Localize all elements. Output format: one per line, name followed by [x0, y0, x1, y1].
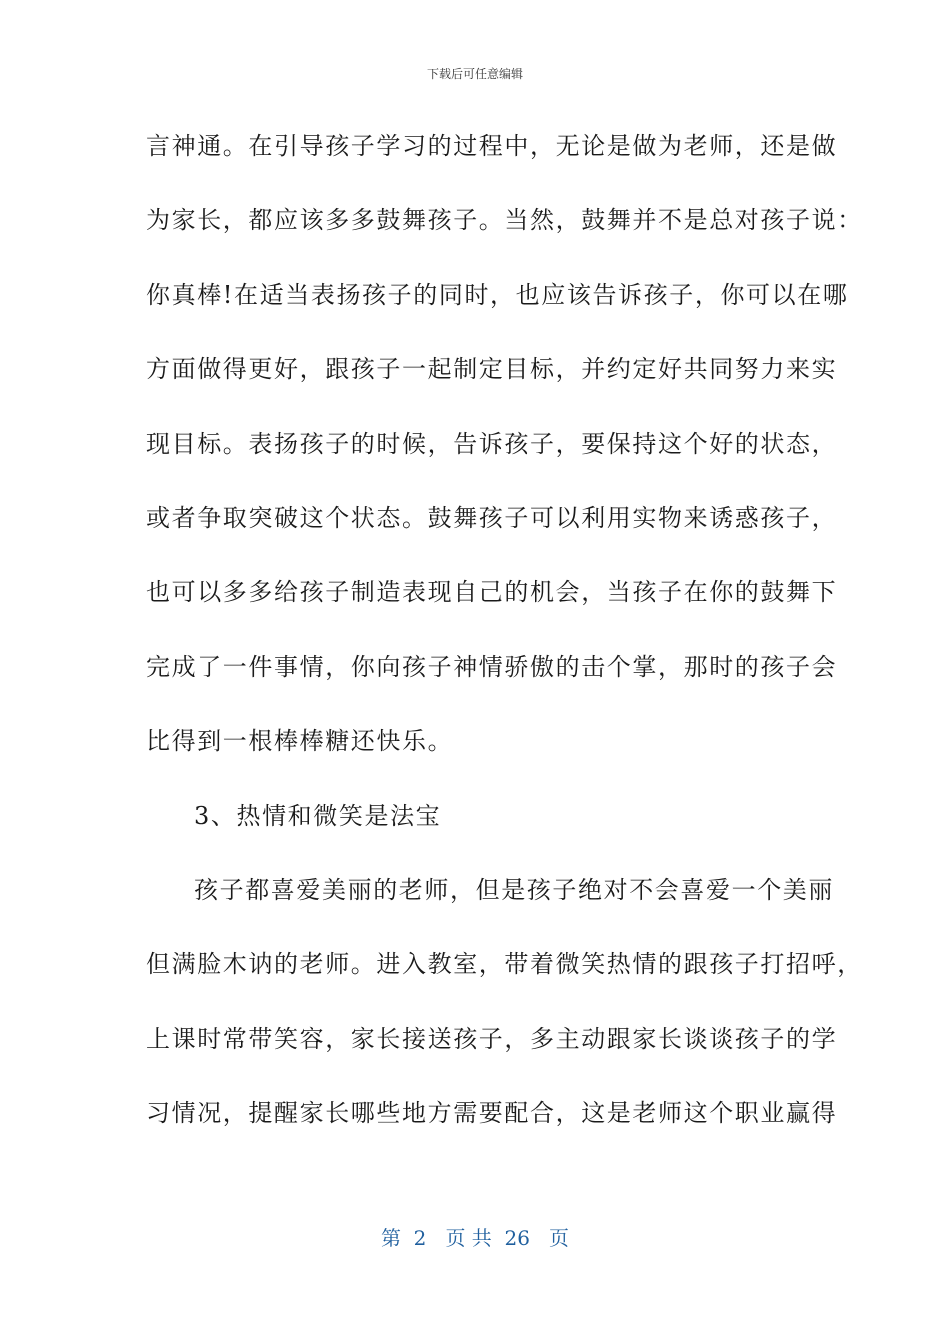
body-line: 方面做得更好，跟孩子一起制定目标，并约定好共同努力来实	[146, 355, 838, 384]
body-line: 孩子都喜爱美丽的老师，但是孩子绝对不会喜爱一个美丽	[194, 875, 834, 904]
section-heading: 3、热情和微笑是法宝	[194, 801, 442, 830]
body-line: 比得到一根棒棒糖还快乐。	[146, 727, 454, 756]
body-line: 言神通。在引导孩子学习的过程中，无论是做为老师，还是做	[146, 132, 838, 160]
body-line: 但满脸木讷的老师。进入教室，带着微笑热情的跟孩子打招呼，	[146, 950, 863, 979]
body-line: 为家长，都应该多多鼓舞孩子。当然，鼓舞并不是总对孩子说：	[146, 206, 863, 235]
body-line: 现目标。表扬孩子的时候，告诉孩子，要保持这个好的状态，	[146, 429, 838, 458]
body-line: 习情况，提醒家长哪些地方需要配合，这是老师这个职业赢得	[146, 1099, 838, 1128]
document-body	[146, 120, 863, 1161]
body-line: 上课时常带笑容，家长接送孩子，多主动跟家长谈谈孩子的学	[146, 1024, 838, 1053]
page-number-footer: 第 2 页 共 26 页	[380, 1226, 570, 1250]
body-line: 你真棒!在适当表扬孩子的同时，也应该告诉孩子，你可以在哪	[146, 280, 849, 309]
body-line: 完成了一件事情，你向孩子神情骄傲的击个掌，那时的孩子会	[146, 652, 838, 681]
body-line: 或者争取突破这个状态。鼓舞孩子可以利用实物来诱惑孩子，	[146, 503, 838, 532]
body-line: 也可以多多给孩子制造表现自己的机会，当孩子在你的鼓舞下	[146, 578, 838, 607]
page-header: 下载后可任意编辑	[426, 67, 523, 81]
